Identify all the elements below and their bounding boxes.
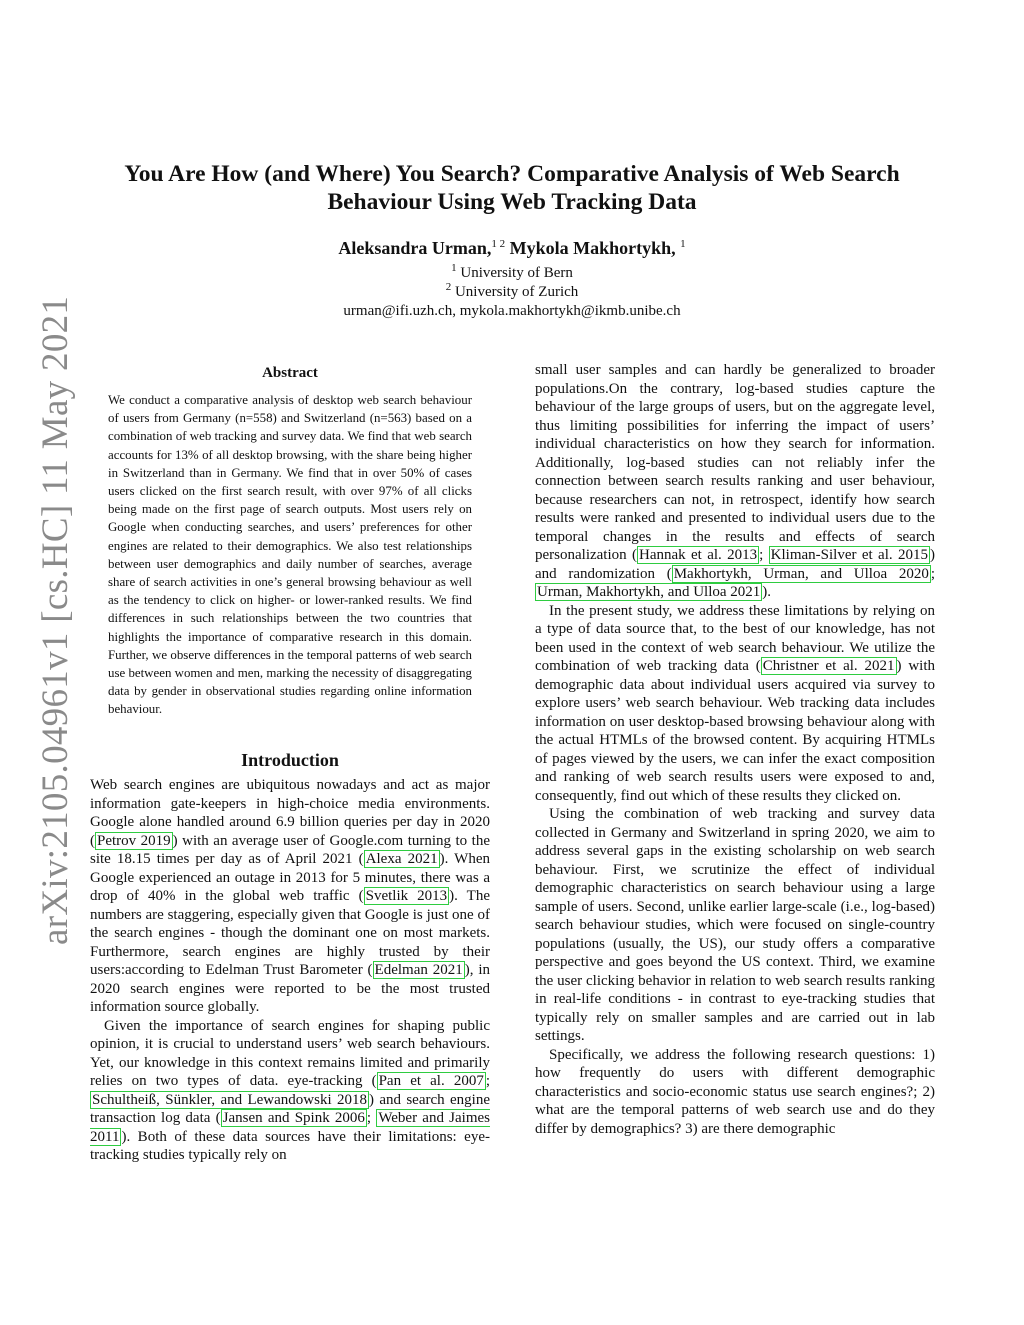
author-list: [90, 236, 934, 260]
citation-link[interactable]: Svetlik 2013: [365, 888, 448, 904]
citation-link[interactable]: Kliman-Silver et al. 2015: [770, 547, 928, 563]
introduction-heading: Introduction: [241, 750, 339, 770]
author-2: Mykola Makhortykh,: [509, 238, 676, 258]
author-1: Aleksandra Urman,: [338, 238, 492, 258]
citation-link[interactable]: Makhortykh, Urman, and Ulloa 2020: [673, 565, 929, 582]
intro-paragraph-6: Specifically, we address the following research questions: 1) how frequently do users with different demographic characteristics and socio-economic status use search engines?; 2) what are the temporal patterns of web search use and do they differ by demographics? 3) are there demographic: [535, 1046, 935, 1137]
citation-link[interactable]: Schultheiß, Sünkler, and Lewandowski 2018: [92, 1091, 367, 1108]
abstract-text: We conduct a comparative analysis of desktop web search behaviour of users from Germany (n=558) and Switzerland (n=563) based on a combination of web tracking and survey data. We find that web search accounts for 13% of all desktop browsing, with the share being higher in Switzerland than in Germany. We find that in over 50% of cases users clicked on the first search result, with over 97% of all clicks being made on the first page of search outputs. Most users rely on Google when conducting searches, and users’ preferences for other engines are related to their demographics. We also test relationships between user demographics and daily number of searches, average share of search activities in one’s general browsing behaviour as well as the tendency to click on higher- or lower-ranked results. We find differences in such relationships between the two countries that highlights the importance of comparative research in this domain. Further, we observe differences in the temporal patterns of web search use between women and men, marking the necessity of disaggregating data by gender in observational studies regarding online information behaviour.: [108, 393, 472, 717]
intro-paragraph-1: Web search engines are ubiquitous nowadays and act as major information gate-keepers in high-choice media environments. Google alone handled around 6.9 billion queries per day in 2020 ( Petrov 2019 ) with an average user of Google.com turning to the site 18.15 times per day as of April 2021 ( Alexa 2021 ). When Google experienced an outage in 2013 for 5 minutes, there was a drop of 40% in the global web traffic ( Svetlik 2013 ). The numbers are staggering, especially given that Google is just one of the search engines - though the dominant one on most markets. Furthermore, search engines are highly trusted by their users:according to Edelman Trust Barometer ( Edelman 2021 ), in 2020 search engines were reported to be the most trusted information source globally.: [90, 777, 490, 1015]
left-column-body: [90, 776, 490, 1165]
author-emails: urman@ifi.uzh.ch, mykola.makhortykh@ikmb.unibe.ch: [343, 303, 681, 319]
affiliation-1-number: 1: [451, 262, 457, 274]
citation-link[interactable]: Petrov 2019: [97, 832, 171, 849]
affiliation-2-name: University of Zurich: [454, 284, 579, 300]
citation-link[interactable]: Jansen and Spink 2006: [222, 1110, 365, 1126]
title-line-1: You Are How (and Where) You Search? Comparative Analysis of Web Search: [124, 161, 900, 187]
citation-link[interactable]: Pan et al. 2007: [378, 1073, 484, 1089]
author-1-affiliation-marks: 1 2: [491, 238, 506, 250]
affiliation-2: [90, 283, 934, 301]
citation-link[interactable]: Hannak et al. 2013: [639, 547, 758, 563]
paper-title: [90, 160, 934, 216]
abstract-heading: Abstract: [262, 365, 318, 381]
citation-link[interactable]: Alexa 2021: [365, 851, 438, 867]
intro-paragraph-2: Given the importance of search engines for shaping public opinion, it is crucial to understand users’ web search behaviours. Yet, our knowledge in this context remains limited and primarily relies on two types of data. eye-tracking ( Pan et al. 2007 ; Schultheiß, Sünkler, and Lewandowski 2018 ) and search engine transaction log data ( Jansen and Spink 2006 ; Weber and Jaimes 2011 ). Both of these data sources have their limitations: eye-tracking studies typically rely on: [90, 1017, 490, 1163]
intro-paragraph-4: In the present study, we address these limitations by relying on a type of data source that, to the best of our knowledge, has not been used in the context of web search behaviour. We utilize the combination of web tracking data ( Christner et al. 2021 ) with demographic data about individual users acquired via survey to explore users’ web search behaviour. Web tracking data includes information on user desktop-based browsing behaviour along with the actual HTMLs of the browsed content. By acquiring HTMLs of pages viewed by the users, we can infer the exact composition and ranking of web search results users were exposed to and, consequently, find out which of these results they clicked on.: [535, 602, 935, 804]
affiliation-1-name: University of Bern: [460, 265, 573, 281]
citation-link[interactable]: Edelman 2021: [374, 962, 463, 978]
arxiv-identifier-stamp: arXiv:2105.04961v1 [cs.HC] 11 May 2021: [35, 295, 76, 945]
affiliation-1: [90, 264, 934, 282]
author-2-affiliation-marks: 1: [680, 238, 686, 250]
right-column-body: [535, 361, 935, 1138]
title-line-2: Behaviour Using Web Tracking Data: [327, 189, 697, 215]
intro-paragraph-5: Using the combination of web tracking and survey data collected in Germany and Switzerland in spring 2020, we aim to address several gaps in the existing scholarship on web search behaviour. First, we scrutinize the effect of individual demographic characteristics on search behaviour using a large sample of users. Second, unlike earlier large-scale (i.e., log-based) search behaviour studies, which were focused on single-country populations (usually, the US), our study offers a comparative perspective and goes beyond the US context. Third, we examine the user clicking behavior in relation to web search results ranking in real-life conditions - in contrast to eye-tracking studies that typically rely on smaller samples and are carried out in lab settings.: [535, 806, 935, 1044]
intro-paragraph-3: small user samples and can hardly be generalized to broader populations.On the contrary, log-based studies capture the behaviour of the large groups of users, but on the aggregate level, thus limiting possibilities for inferring the impact of users’ individual characteristics on how they search for information. Additionally, log-based studies can not reliably infer the connection between search results ranking and user behaviour, because researchers can not, in retrospect, identify how search results were ranked and presented to individual users due to the temporal changes in the results and effects of search personalization ( Hannak et al. 2013 ; Kliman-Silver et al. 2015 ) and randomization ( Makhortykh, Urman, and Ulloa 2020 ; Urman, Makhortykh, and Ulloa 2021 ).: [535, 362, 935, 600]
citation-link[interactable]: Weber and Jaimes 2011: [90, 1110, 490, 1145]
affiliation-2-number: 2: [445, 281, 452, 293]
citation-link[interactable]: Christner et al. 2021: [762, 658, 895, 674]
citation-link[interactable]: Urman, Makhortykh, and Ulloa 2021: [537, 584, 761, 600]
